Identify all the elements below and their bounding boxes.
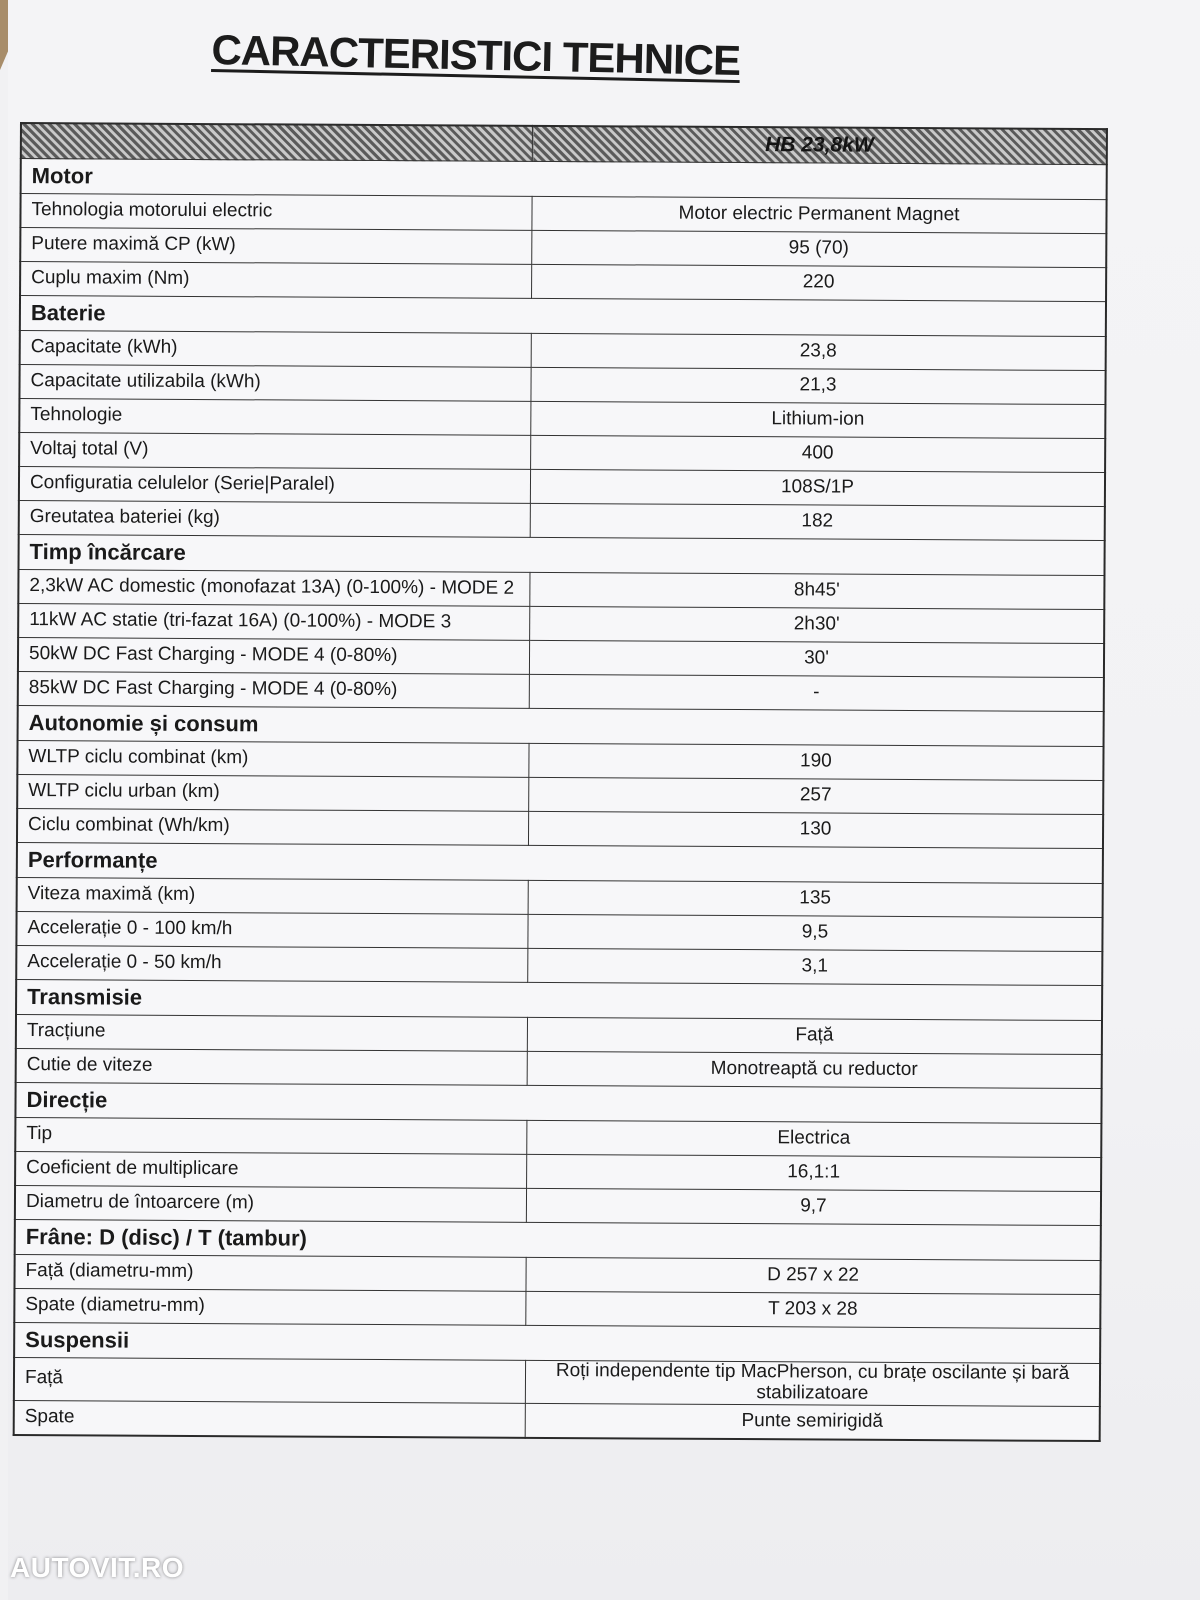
section-title: Motor [21, 159, 1107, 200]
page-title: CARACTERISTICI TEHNICE [211, 26, 741, 85]
spec-value: - [529, 674, 1104, 711]
spec-value: 23,8 [531, 333, 1106, 370]
spec-label: Accelerație 0 - 100 km/h [16, 911, 528, 948]
spec-label: Față [14, 1357, 526, 1403]
table-row [14, 1400, 1100, 1441]
header-model-cell: HB 23,8kW [532, 126, 1107, 165]
spec-label: Cutie de viteze [16, 1048, 528, 1085]
spec-label: Spate (diametru-mm) [14, 1288, 526, 1325]
spec-label: Greutatea bateriei (kg) [19, 500, 531, 537]
section-header-row [17, 842, 1103, 883]
spec-label: Configuratia celulelor (Serie|Paralel) [19, 467, 531, 504]
spec-label: Tehnologia motorului electric [20, 194, 532, 231]
spec-value: 108S/1P [530, 469, 1105, 506]
section-title: Timp încărcare [19, 534, 1105, 575]
header-label-cell [21, 123, 533, 161]
spec-value: 135 [528, 880, 1103, 917]
section-header-row [18, 705, 1104, 746]
spec-value: Electrica [527, 1120, 1102, 1157]
section-header-row [15, 1082, 1101, 1123]
spec-value: Roți independente tip MacPherson, cu brațe oscilante și bară stabilizatoare [525, 1360, 1100, 1406]
spec-value: Față [527, 1017, 1102, 1054]
spec-label: 85kW DC Fast Charging - MODE 4 (0-80%) [18, 671, 530, 708]
section-title: Autonomie și consum [18, 705, 1104, 746]
spec-value: 190 [529, 743, 1104, 780]
spec-label: Viteza maximă (km) [17, 877, 529, 914]
spec-label: Față (diametru-mm) [14, 1254, 526, 1291]
table-header-row [21, 123, 1107, 165]
spec-label: Spate [14, 1400, 526, 1437]
spec-label: Tip [15, 1117, 527, 1154]
spec-label: Coeficient de multiplicare [15, 1151, 527, 1188]
section-title: Frâne: D (disc) / T (tambur) [15, 1219, 1101, 1260]
section-header-row [19, 534, 1105, 575]
section-header-row [15, 1219, 1101, 1260]
spec-value: 220 [532, 264, 1107, 301]
section-header-row [14, 1322, 1100, 1363]
section-title: Performanțe [17, 842, 1103, 883]
spec-value: 8h45' [530, 572, 1105, 609]
spec-label: 11kW AC statie (tri-fazat 16A) (0-100%) - MODE 3 [18, 603, 530, 640]
section-title: Suspensii [14, 1322, 1100, 1363]
spec-value: 182 [530, 503, 1105, 540]
spec-label: Tehnologie [19, 399, 531, 436]
spec-label: 2,3kW AC domestic (monofazat 13A) (0-100%) - MODE 2 [18, 569, 530, 606]
section-header-row [21, 159, 1107, 200]
spec-value: Monotreaptă cu reductor [527, 1051, 1102, 1088]
spec-label: Voltaj total (V) [19, 433, 531, 470]
watermark-logo: AUTOVIT.RO [10, 1552, 185, 1583]
spec-value: 257 [529, 777, 1104, 814]
spec-label: Tracțiune [16, 1014, 528, 1051]
spec-value: 95 (70) [532, 230, 1107, 267]
spec-label: Cuplu maxim (Nm) [20, 262, 532, 299]
spec-label: Accelerație 0 - 50 km/h [16, 945, 528, 982]
spec-value: Motor electric Permanent Magnet [532, 196, 1107, 233]
spec-value: Lithium-ion [531, 401, 1106, 438]
spec-label: Ciclu combinat (Wh/km) [17, 808, 529, 845]
spec-value: 130 [528, 811, 1103, 848]
section-title: Baterie [20, 296, 1106, 337]
spec-label: WLTP ciclu combinat (km) [17, 740, 529, 777]
spec-value: 2h30' [530, 606, 1105, 643]
spec-label: Putere maximă CP (kW) [20, 228, 532, 265]
spec-value: 9,7 [526, 1188, 1101, 1225]
spec-label: 50kW DC Fast Charging - MODE 4 (0-80%) [18, 637, 530, 674]
spec-value: 21,3 [531, 367, 1106, 404]
section-header-row [20, 296, 1106, 337]
spec-value: D 257 x 22 [526, 1257, 1101, 1294]
spec-table [13, 122, 1108, 1442]
spec-label: Capacitate utilizabila (kWh) [19, 365, 531, 402]
spec-sheet [13, 122, 1108, 1442]
spec-value: 16,1:1 [527, 1154, 1102, 1191]
spec-value: 30' [529, 640, 1104, 677]
spec-value: 400 [531, 435, 1106, 472]
section-header-row [16, 979, 1102, 1020]
section-title: Transmisie [16, 979, 1102, 1020]
spec-label: Diametru de întoarcere (m) [15, 1185, 527, 1222]
spec-value: T 203 x 28 [526, 1291, 1101, 1328]
spec-label: WLTP ciclu urban (km) [17, 774, 529, 811]
spec-value: 9,5 [528, 914, 1103, 951]
spec-value: 3,1 [528, 948, 1103, 985]
spec-value: Punte semirigidă [525, 1403, 1100, 1441]
spec-label: Capacitate (kWh) [20, 331, 532, 368]
section-title: Direcție [15, 1082, 1101, 1123]
table-row [14, 1357, 1100, 1406]
